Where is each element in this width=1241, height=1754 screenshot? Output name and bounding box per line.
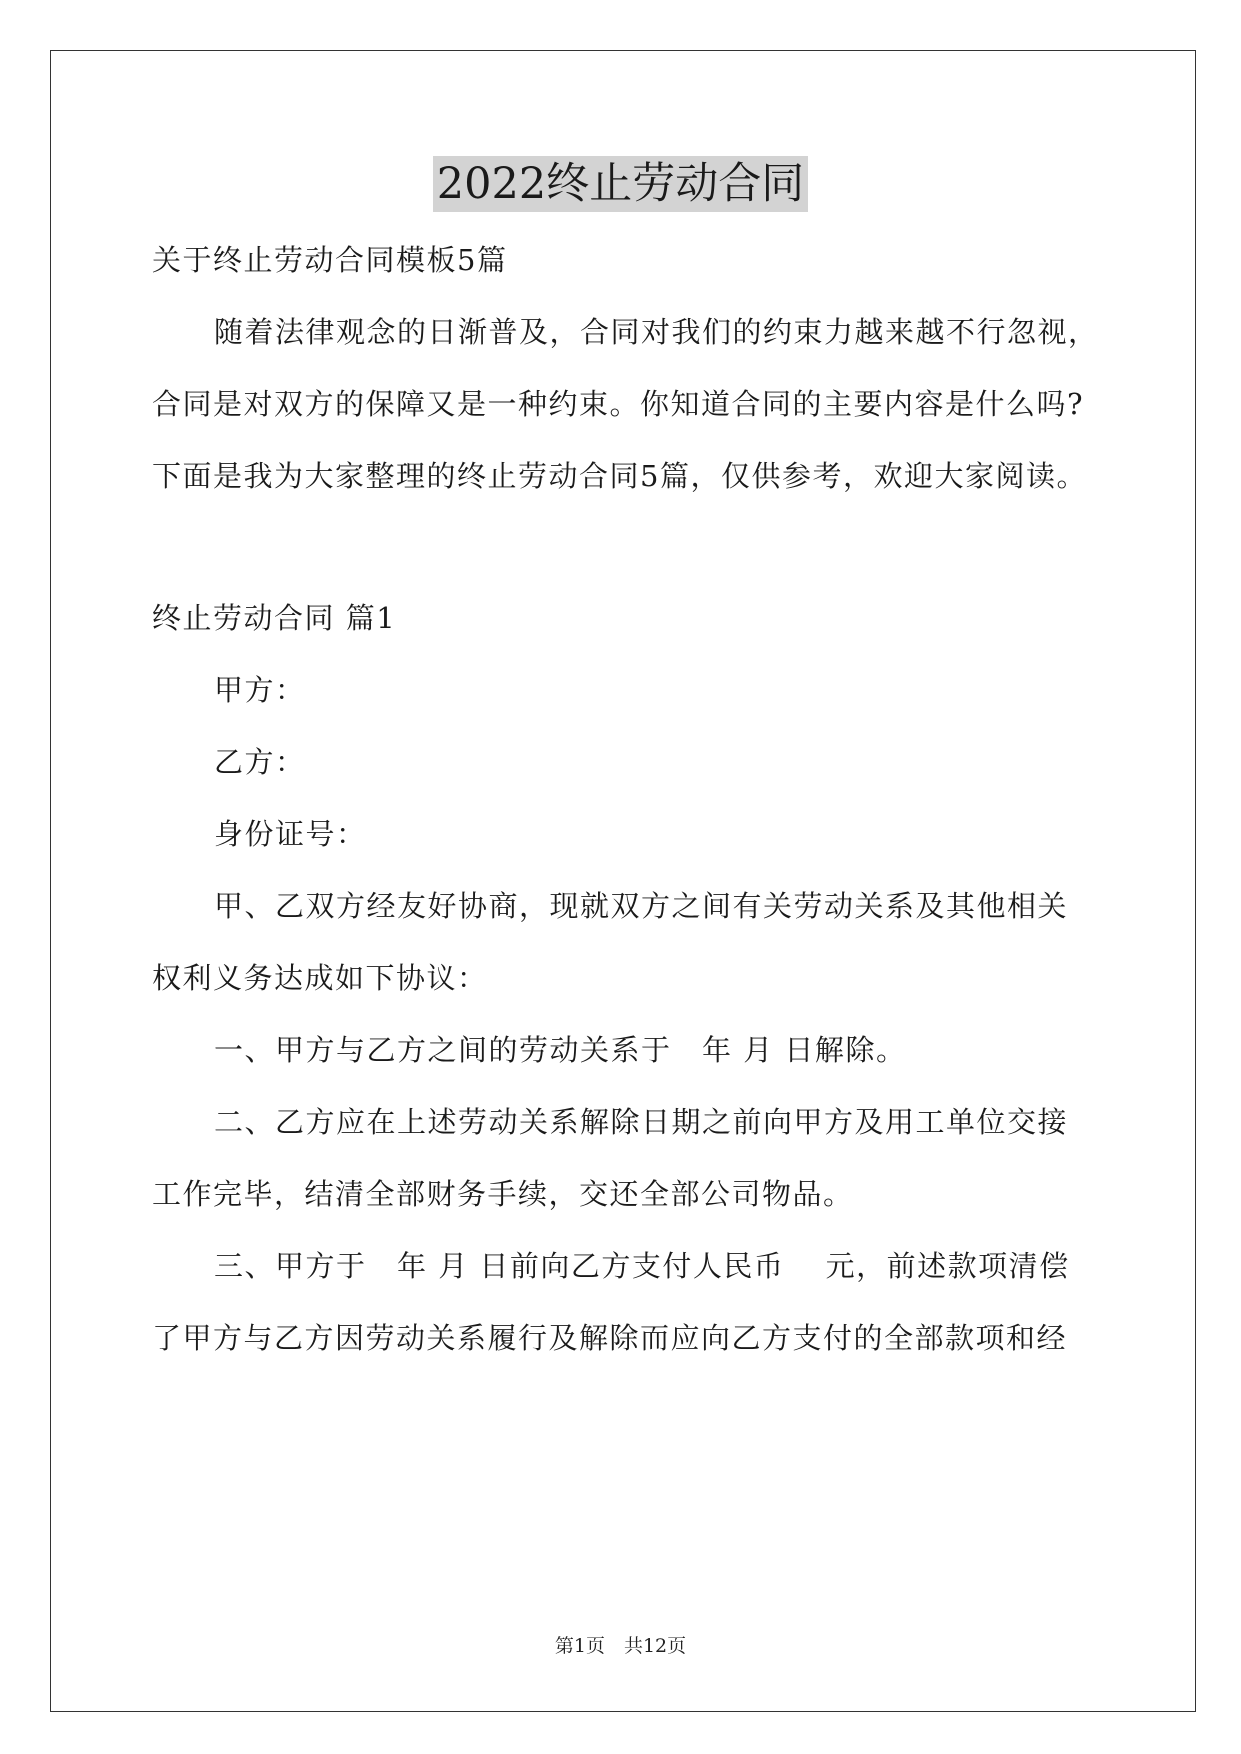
clause-2: 二、乙方应在上述劳动关系解除日期之前向甲方及用工单位交接 bbox=[214, 1105, 1069, 1139]
paragraph-line: 权利义务达成如下协议： bbox=[152, 961, 488, 995]
paragraph-line: 合同是对双方的保障又是一种约束。你知道合同的主要内容是什么吗? bbox=[152, 387, 1085, 421]
page-border bbox=[50, 50, 1196, 1712]
party-a-label: 甲方： bbox=[214, 673, 306, 707]
clause-2-cont: 工作完毕，结清全部财务手续，交还全部公司物品。 bbox=[152, 1177, 854, 1211]
paragraph-line: 甲、乙双方经友好协商，现就双方之间有关劳动关系及其他相关 bbox=[214, 889, 1069, 923]
clause-1: 一、甲方与乙方之间的劳动关系于 年 月 日解除。 bbox=[214, 1033, 907, 1067]
clause-3-cont: 了甲方与乙方因劳动关系履行及解除而应向乙方支付的全部款项和经 bbox=[152, 1321, 1068, 1355]
paragraph-line: 随着法律观念的日渐普及，合同对我们的约束力越来越不行忽视， bbox=[214, 315, 1099, 349]
page-footer: 第1页 共12页 bbox=[554, 1635, 687, 1657]
party-b-label: 乙方： bbox=[214, 745, 306, 779]
document-title: 2022终止劳动合同 bbox=[433, 156, 808, 212]
subtitle-line: 关于终止劳动合同模板5篇 bbox=[152, 243, 508, 277]
clause-3: 三、甲方于 年 月 日前向乙方支付人民币 元，前述款项清偿 bbox=[214, 1249, 1070, 1283]
title-container bbox=[0, 156, 1241, 212]
paragraph-line: 下面是我为大家整理的终止劳动合同5篇，仅供参考，欢迎大家阅读。 bbox=[152, 459, 1087, 493]
section-heading: 终止劳动合同 篇1 bbox=[152, 601, 397, 635]
id-number-label: 身份证号： bbox=[214, 817, 367, 851]
